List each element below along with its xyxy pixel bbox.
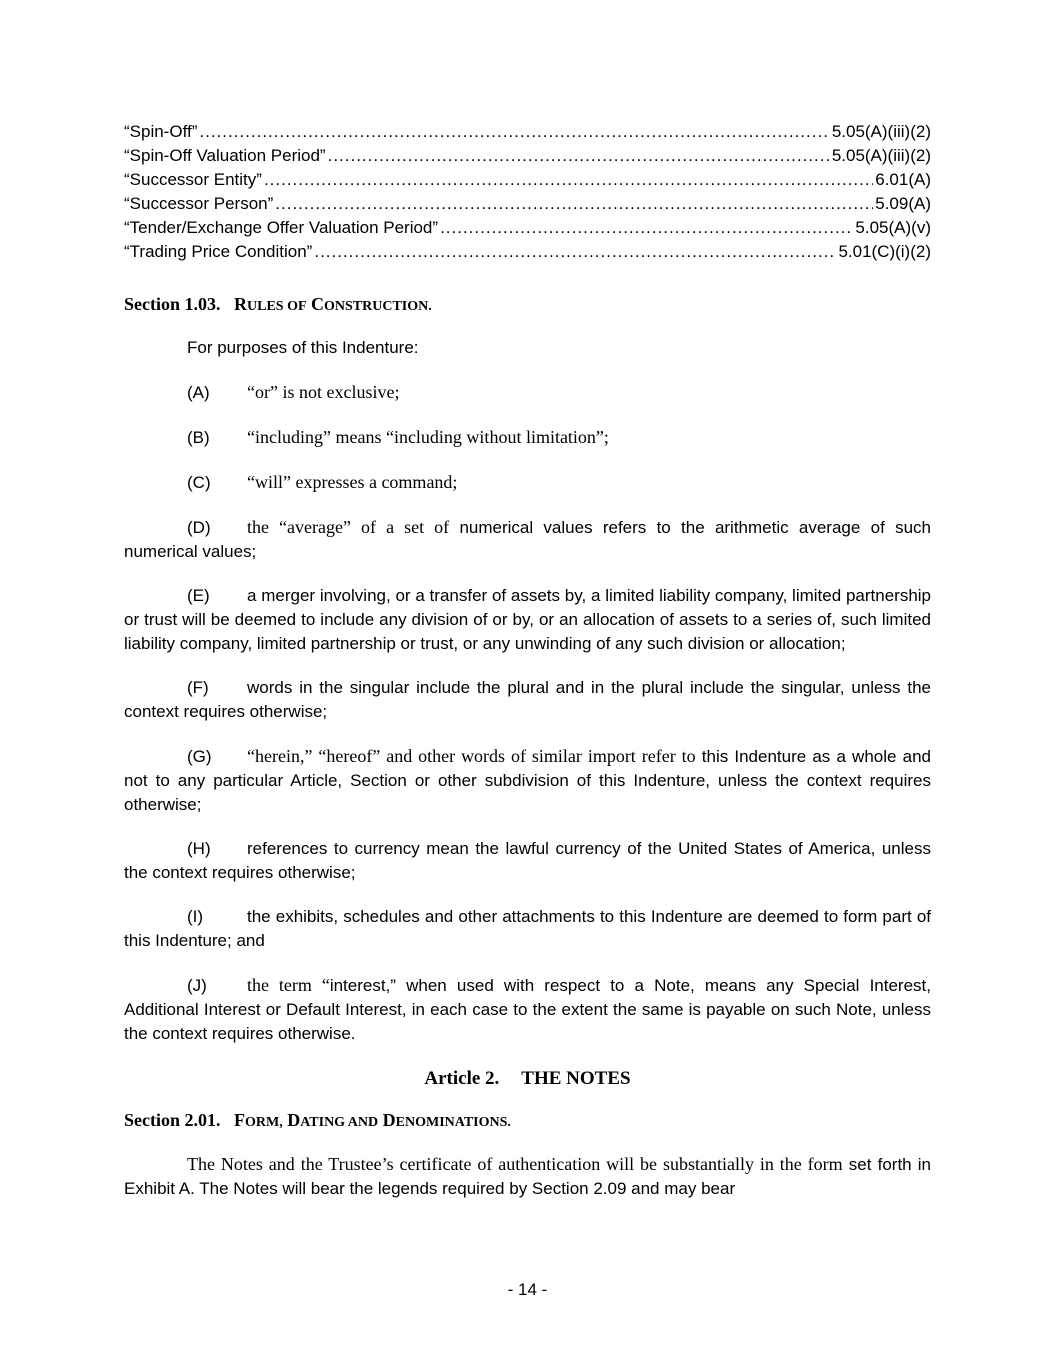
item-text: the exhibits, schedules and other attachments to this Indenture are deemed to form part of this Indenture; and: [124, 907, 931, 950]
section-2-01-paragraph: [124, 1152, 931, 1201]
item-text: “including” means “including without limitation”;: [247, 427, 609, 447]
definition-row: [124, 242, 931, 266]
section-title-part: C: [311, 294, 325, 314]
definition-term: “Trading Price Condition”: [124, 242, 313, 261]
document-page: [124, 122, 931, 1201]
item-label: (H): [187, 839, 211, 858]
definition-ref: 6.01(A): [875, 170, 931, 189]
article-title: THE NOTES: [521, 1068, 631, 1089]
section-title-part: D: [287, 1110, 301, 1130]
item-label: (E): [187, 586, 210, 605]
definition-term: “Spin-Off”: [124, 122, 198, 141]
intro-paragraph: For purposes of this Indenture:: [187, 338, 419, 357]
dot-leader: [440, 218, 853, 238]
list-item: [124, 425, 931, 450]
definition-row: [124, 146, 931, 170]
definition-ref: 5.05(A)(iii)(2): [831, 122, 931, 141]
section-number: Section 1.03.: [124, 294, 221, 314]
paragraph-text: The Notes and the Trustee’s certificate of authentication will be substantially in the form: [187, 1154, 843, 1174]
list-item: [124, 973, 931, 1046]
item-label: (F): [187, 678, 209, 697]
item-text: a merger involving, or a transfer of assets by, a limited liability company, limited partnership or trust will be deemed to include any division of or by, or an allocation of assets to a series of, such limited liability company, limited partnership or trust, or any unwinding of any such division or allocation;: [124, 586, 931, 653]
list-item: [124, 905, 931, 953]
paragraph-text: set forth in Exhibit A. The Notes will bear the legends required by Section 2.09 and may bear: [124, 1155, 931, 1198]
item-text: “will” expresses a command;: [247, 472, 458, 492]
list-item: [124, 515, 931, 564]
list-item: [124, 380, 931, 405]
definition-row: [124, 170, 931, 194]
list-item: [124, 744, 931, 817]
item-text: “herein,” “hereof” and other words of similar import refer to: [247, 746, 696, 766]
dot-leader: [275, 194, 873, 214]
section-2-01-heading: [124, 1110, 931, 1131]
definition-row: [124, 122, 931, 146]
definition-ref: 5.05(A)(v): [855, 218, 931, 237]
article-number: Article 2.: [424, 1068, 500, 1089]
section-title-part: ATING AND: [300, 1115, 379, 1130]
definition-term: “Successor Entity”: [124, 170, 262, 189]
list-item: [124, 470, 931, 495]
list-item: [124, 676, 931, 724]
section-title-part: F: [234, 1110, 245, 1130]
dot-leader: [328, 146, 830, 166]
item-text: words in the singular include the plural and in the plural include the singular, unless the context requires otherwise;: [124, 678, 931, 721]
item-label: (C): [187, 473, 211, 492]
item-label: (D): [187, 518, 211, 537]
section-title-part: R: [234, 294, 247, 314]
definition-row: [124, 194, 931, 218]
dot-leader: [199, 122, 829, 142]
section-number: Section 2.01.: [124, 1110, 221, 1130]
definition-ref: 5.05(A)(iii)(2): [831, 146, 931, 165]
definitions-index: [124, 122, 931, 266]
list-item: [124, 837, 931, 885]
item-text: numerical values refers to the arithmetic average of such numerical values;: [124, 518, 931, 561]
item-text: this Indenture as a whole and not to any particular Article, Section or other subdivision of this Indenture, unless the context requires otherwise;: [124, 747, 931, 814]
section-title-part: D: [382, 1110, 396, 1130]
section-1-03-heading: [124, 294, 931, 315]
definition-term: “Spin-Off Valuation Period”: [124, 146, 326, 165]
definition-ref: 5.09(A): [875, 194, 931, 213]
definition-term: “Tender/Exchange Offer Valuation Period”: [124, 218, 439, 237]
item-label: (G): [187, 747, 212, 766]
item-text: the term “: [247, 975, 330, 995]
item-text: interest,” when used with respect to a Note, means any Special Interest, Additional Interest or Default Interest, in each case to the extent the same is payable on such Note, unless the context requires otherwise.: [124, 976, 931, 1043]
section-title-part: ORM,: [245, 1115, 283, 1130]
item-label: (A): [187, 383, 210, 402]
item-label: (I): [187, 907, 204, 926]
item-text: references to currency mean the lawful currency of the United States of America, unless the context requires otherwise;: [124, 839, 931, 882]
item-text: the “average” of a set of: [247, 517, 450, 537]
item-label: (J): [187, 976, 207, 995]
dot-leader: [314, 242, 836, 262]
dot-leader: [264, 170, 873, 190]
section-title-part: ENOMINATIONS.: [395, 1115, 511, 1130]
list-item: [124, 584, 931, 656]
section-title-part: ULES OF: [247, 299, 307, 314]
definition-row: [124, 218, 931, 242]
page-number: - 14 -: [507, 1280, 548, 1299]
section-title-part: ONSTRUCTION.: [324, 299, 432, 314]
definition-term: “Successor Person”: [124, 194, 274, 213]
definition-ref: 5.01(C)(i)(2): [838, 242, 931, 261]
item-text: “or” is not exclusive;: [247, 382, 400, 402]
item-label: (B): [187, 428, 210, 447]
article-2-heading: [124, 1068, 931, 1090]
